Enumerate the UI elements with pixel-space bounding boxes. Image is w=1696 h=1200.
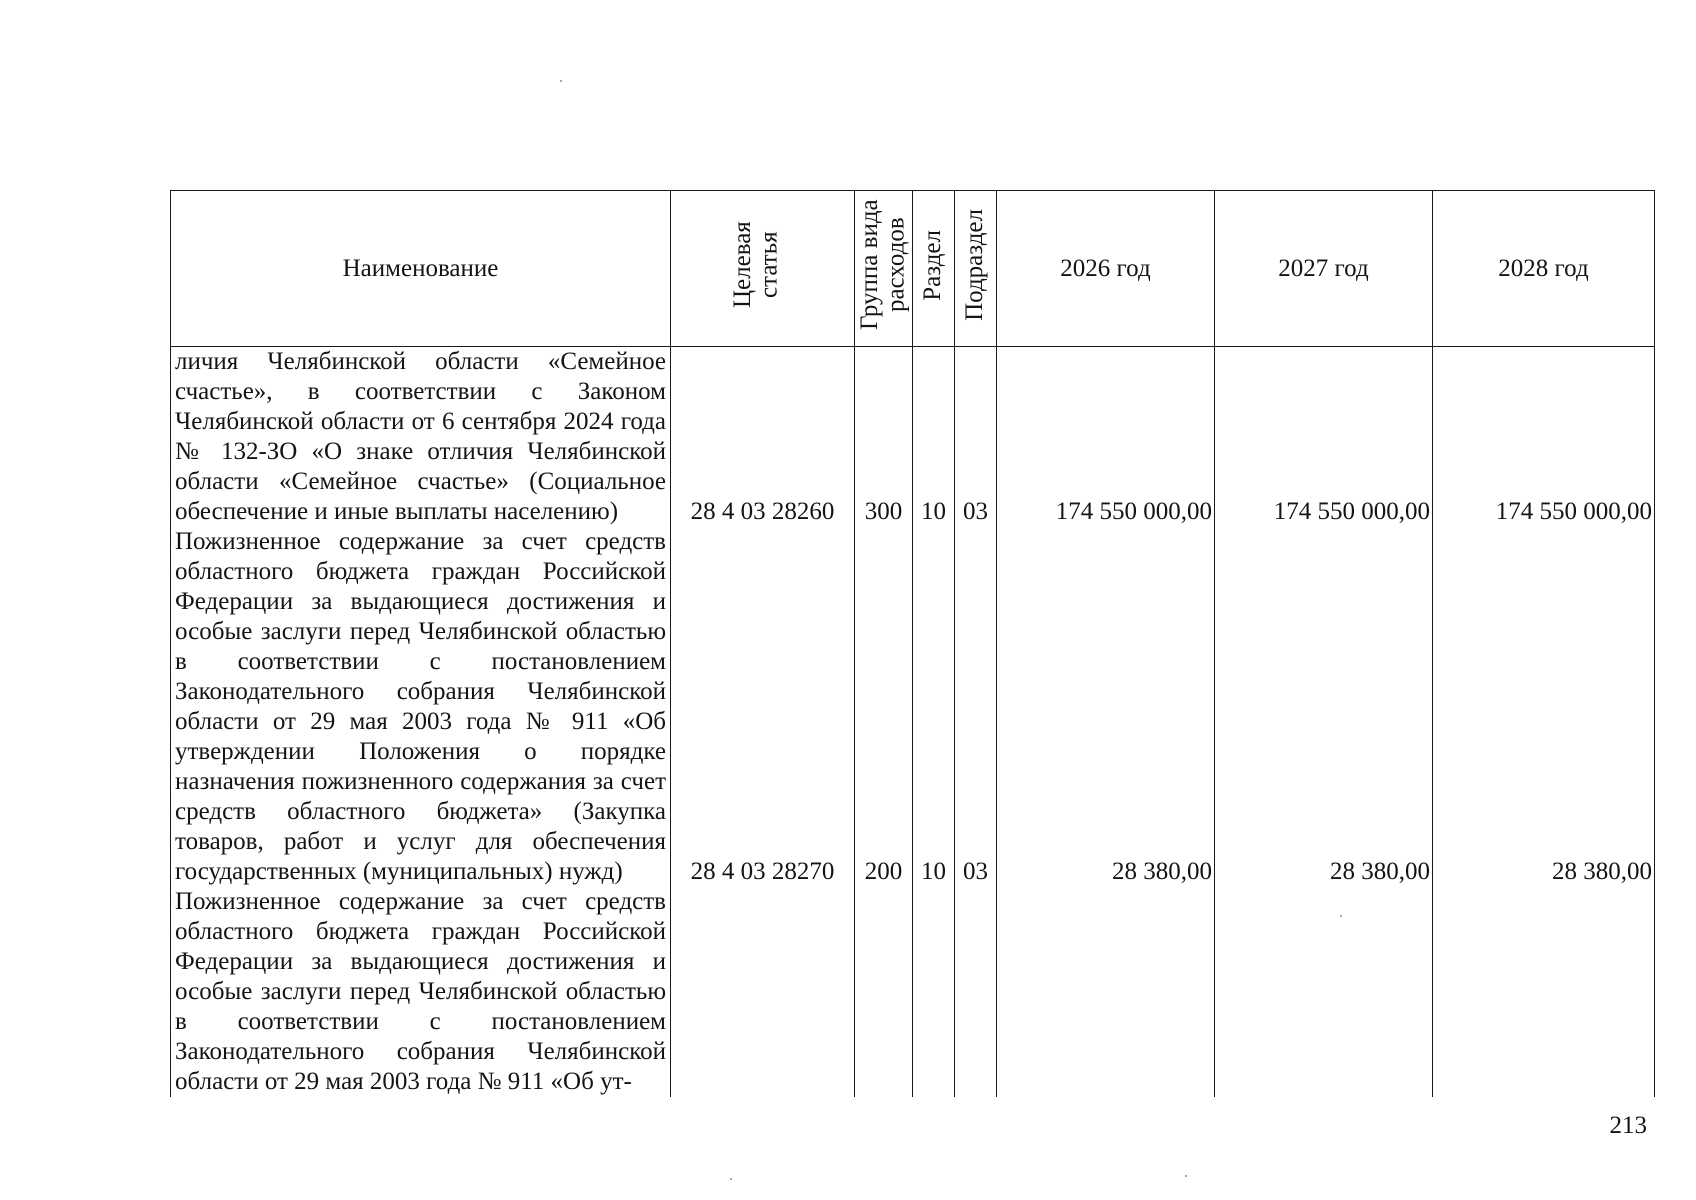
- row-subsection: 03: [955, 527, 997, 887]
- row-target-article: 28 4 03 28270: [671, 527, 855, 887]
- row-year-2027: [1215, 887, 1433, 1097]
- row-name: Пожизненное содержание за счет средств областного бюджета граждан Российской Федерации за выдающиеся достижения и особые заслуги перед Челябинской областью в соответствии с постановлением Законодательного собрания Челябинской области от 29 мая 2003 года № 911 «Об утверждении Положения о порядке назначения пожизненного содержания за счет средств областного бюджета» (Закупка товаров, работ и услуг для обеспечения государственных (муниципальных) нужд): [171, 527, 671, 887]
- row-year-2028: 174 550 000,00: [1433, 347, 1655, 528]
- header-year-2028: 2028 год: [1433, 191, 1655, 347]
- row-target-article: 28 4 03 28260: [671, 347, 855, 528]
- scan-speck: [730, 1178, 732, 1180]
- row-year-2026: 28 380,00: [997, 527, 1215, 887]
- header-row: [171, 191, 1655, 347]
- row-target-article: [671, 887, 855, 1097]
- row-subsection: [955, 887, 997, 1097]
- header-subsection: Подраздел: [955, 191, 997, 347]
- row-section: [913, 887, 955, 1097]
- page-number: 213: [1609, 1112, 1647, 1139]
- header-section: Раздел: [913, 191, 955, 347]
- row-year-2027: 28 380,00: [1215, 527, 1433, 887]
- header-name: Наименование: [171, 191, 671, 347]
- scan-speck: [1185, 1175, 1187, 1177]
- table-row: [171, 527, 1655, 887]
- row-expense-group: 200: [855, 527, 913, 887]
- header-expense-group: Группа вида расходов: [855, 191, 913, 347]
- row-name: Пожизненное содержание за счет средств областного бюджета граждан Российской Федерации за выдающиеся достижения и особые заслуги перед Челябинской областью в соответствии с постановлением Законодательного собрания Челябинской области от 29 мая 2003 года № 911 «Об ут-: [171, 887, 671, 1097]
- row-year-2028: 28 380,00: [1433, 527, 1655, 887]
- header-year-2026: 2026 год: [997, 191, 1215, 347]
- header-year-2027: 2027 год: [1215, 191, 1433, 347]
- row-year-2027: 174 550 000,00: [1215, 347, 1433, 528]
- row-year-2028: [1433, 887, 1655, 1097]
- budget-table: [170, 190, 1655, 1097]
- header-target-article: Целевая статья: [671, 191, 855, 347]
- table-row: [171, 887, 1655, 1097]
- row-section: 10: [913, 527, 955, 887]
- row-name: личия Челябинской области «Семейное счастье», в соответствии с Законом Челябинской области от 6 сентября 2024 года № 132-ЗО «О знаке отличия Челябинской области «Семейное счастье» (Социальное обеспечение и иные выплаты населению): [171, 347, 671, 528]
- row-expense-group: 300: [855, 347, 913, 528]
- row-expense-group: [855, 887, 913, 1097]
- row-year-2026: 174 550 000,00: [997, 347, 1215, 528]
- scan-speck: [560, 80, 562, 82]
- row-year-2026: [997, 887, 1215, 1097]
- table-row: [171, 347, 1655, 528]
- row-subsection: 03: [955, 347, 997, 528]
- row-section: 10: [913, 347, 955, 528]
- scan-speck: [1340, 915, 1342, 917]
